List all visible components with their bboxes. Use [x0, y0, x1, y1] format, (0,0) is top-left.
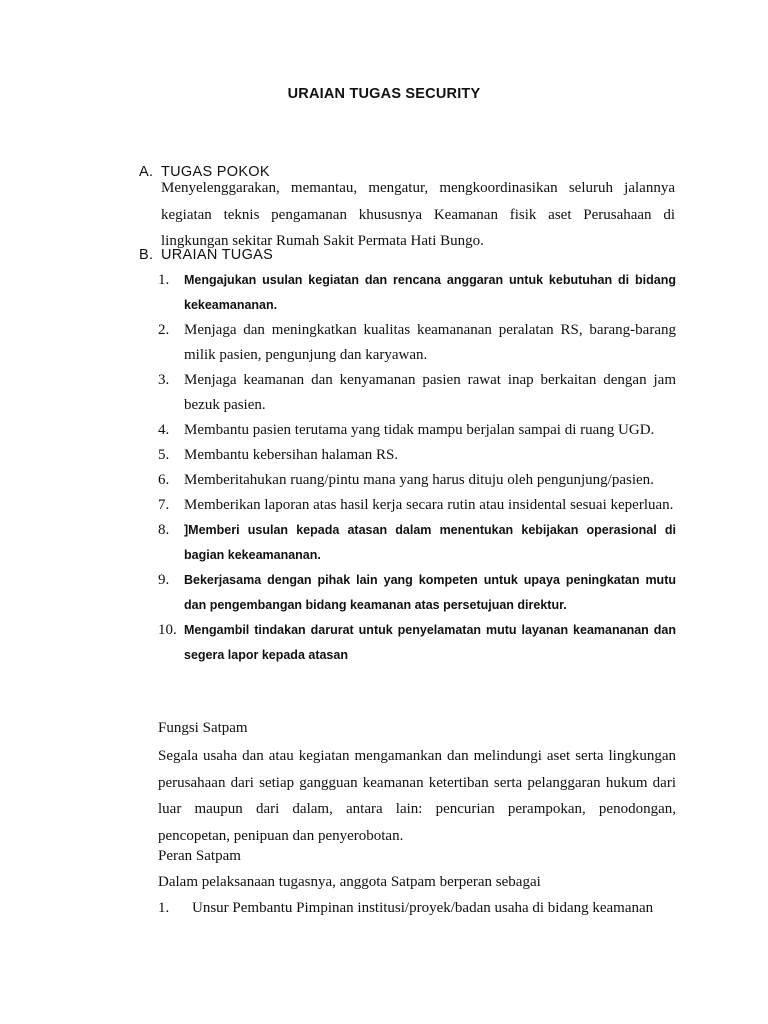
peran-heading: Peran Satpam [158, 848, 241, 864]
peran-intro: Dalam pelaksanaan tugasnya, anggota Satpam berperan sebagai [158, 874, 541, 890]
peran-list-item [158, 900, 676, 917]
duties-list [158, 268, 676, 668]
list-item [158, 418, 676, 443]
list-item [158, 268, 676, 318]
item-number: 5. [158, 447, 170, 463]
list-item [158, 493, 676, 518]
section-a-title: TUGAS POKOK [161, 164, 270, 180]
item-text: Bekerjasama dengan pihak lain yang kompeten untuk upaya peningkatan mutu dan pengembangan bidang keamanan atas persetujuan direktur. [184, 573, 676, 612]
list-item [158, 618, 676, 668]
item-number: 10. [158, 622, 177, 638]
item-number: 3. [158, 372, 170, 388]
list-item [158, 443, 676, 468]
item-text: Memberitahukan ruang/pintu mana yang harus dituju oleh pengunjung/pasien. [184, 472, 654, 488]
list-item [158, 368, 676, 418]
item-number: 2. [158, 322, 170, 338]
item-text: ]Memberi usulan kepada atasan dalam menentukan kebijakan operasional di bagian kekeamananan. [184, 523, 676, 562]
item-text: Menjaga dan meningkatkan kualitas keamananan peralatan RS, barang-barang milik pasien, pengunjung dan karyawan. [184, 322, 676, 363]
list-item [158, 568, 676, 618]
item-number: 4. [158, 422, 170, 438]
item-text: Mengajukan usulan kegiatan dan rencana anggaran untuk kebutuhan di bidang kekeamananan. [184, 273, 676, 312]
peran-item-text: Unsur Pembantu Pimpinan institusi/proyek/badan usaha di bidang keamanan [192, 900, 654, 916]
item-text: Membantu kebersihan halaman RS. [184, 447, 399, 463]
item-text: Menjaga keamanan dan kenyamanan pasien rawat inap berkaitan dengan jam bezuk pasien. [184, 372, 676, 413]
list-item [158, 318, 676, 368]
list-item [158, 468, 676, 493]
fungsi-text: Segala usaha dan atau kegiatan mengamankan dan melindungi aset serta lingkungan perusahaan dari setiap gangguan keamanan ketertiban serta pelanggaran hukum dari luar maupun dari dalam, antara lain: pencurian perampokan, penodongan, pencopetan, penipuan dan penyerobotan. [158, 748, 676, 844]
peran-item-number: 1. [158, 900, 170, 916]
section-a-letter: A. [139, 164, 154, 180]
document-title: URAIAN TUGAS SECURITY [287, 86, 481, 102]
item-number: 7. [158, 497, 170, 513]
item-text: Membantu pasien terutama yang tidak mampu berjalan sampai di ruang UGD. [184, 422, 655, 438]
section-b-letter: B. [139, 247, 154, 263]
item-number: 1. [158, 272, 170, 288]
section-b-title: URAIAN TUGAS [161, 247, 274, 263]
item-number: 6. [158, 472, 170, 488]
section-b-heading [139, 247, 273, 263]
section-a-text: Menyelenggarakan, memantau, mengatur, mengkoordinasikan seluruh jalannya kegiatan teknis pengamanan khususnya Keamanan fisik aset Perusahaan di lingkungan sekitar Rumah Sakit Permata Hati Bungo. [161, 180, 675, 249]
item-number: 8. [158, 522, 170, 538]
fungsi-heading: Fungsi Satpam [158, 720, 248, 736]
item-text: Memberikan laporan atas hasil kerja secara rutin atau insidental sesuai keperluan. [184, 497, 674, 513]
item-number: 9. [158, 572, 170, 588]
list-item [158, 518, 676, 568]
item-text: Mengambil tindakan darurat untuk penyelamatan mutu layanan keamananan dan segera lapor kepada atasan [184, 623, 676, 662]
